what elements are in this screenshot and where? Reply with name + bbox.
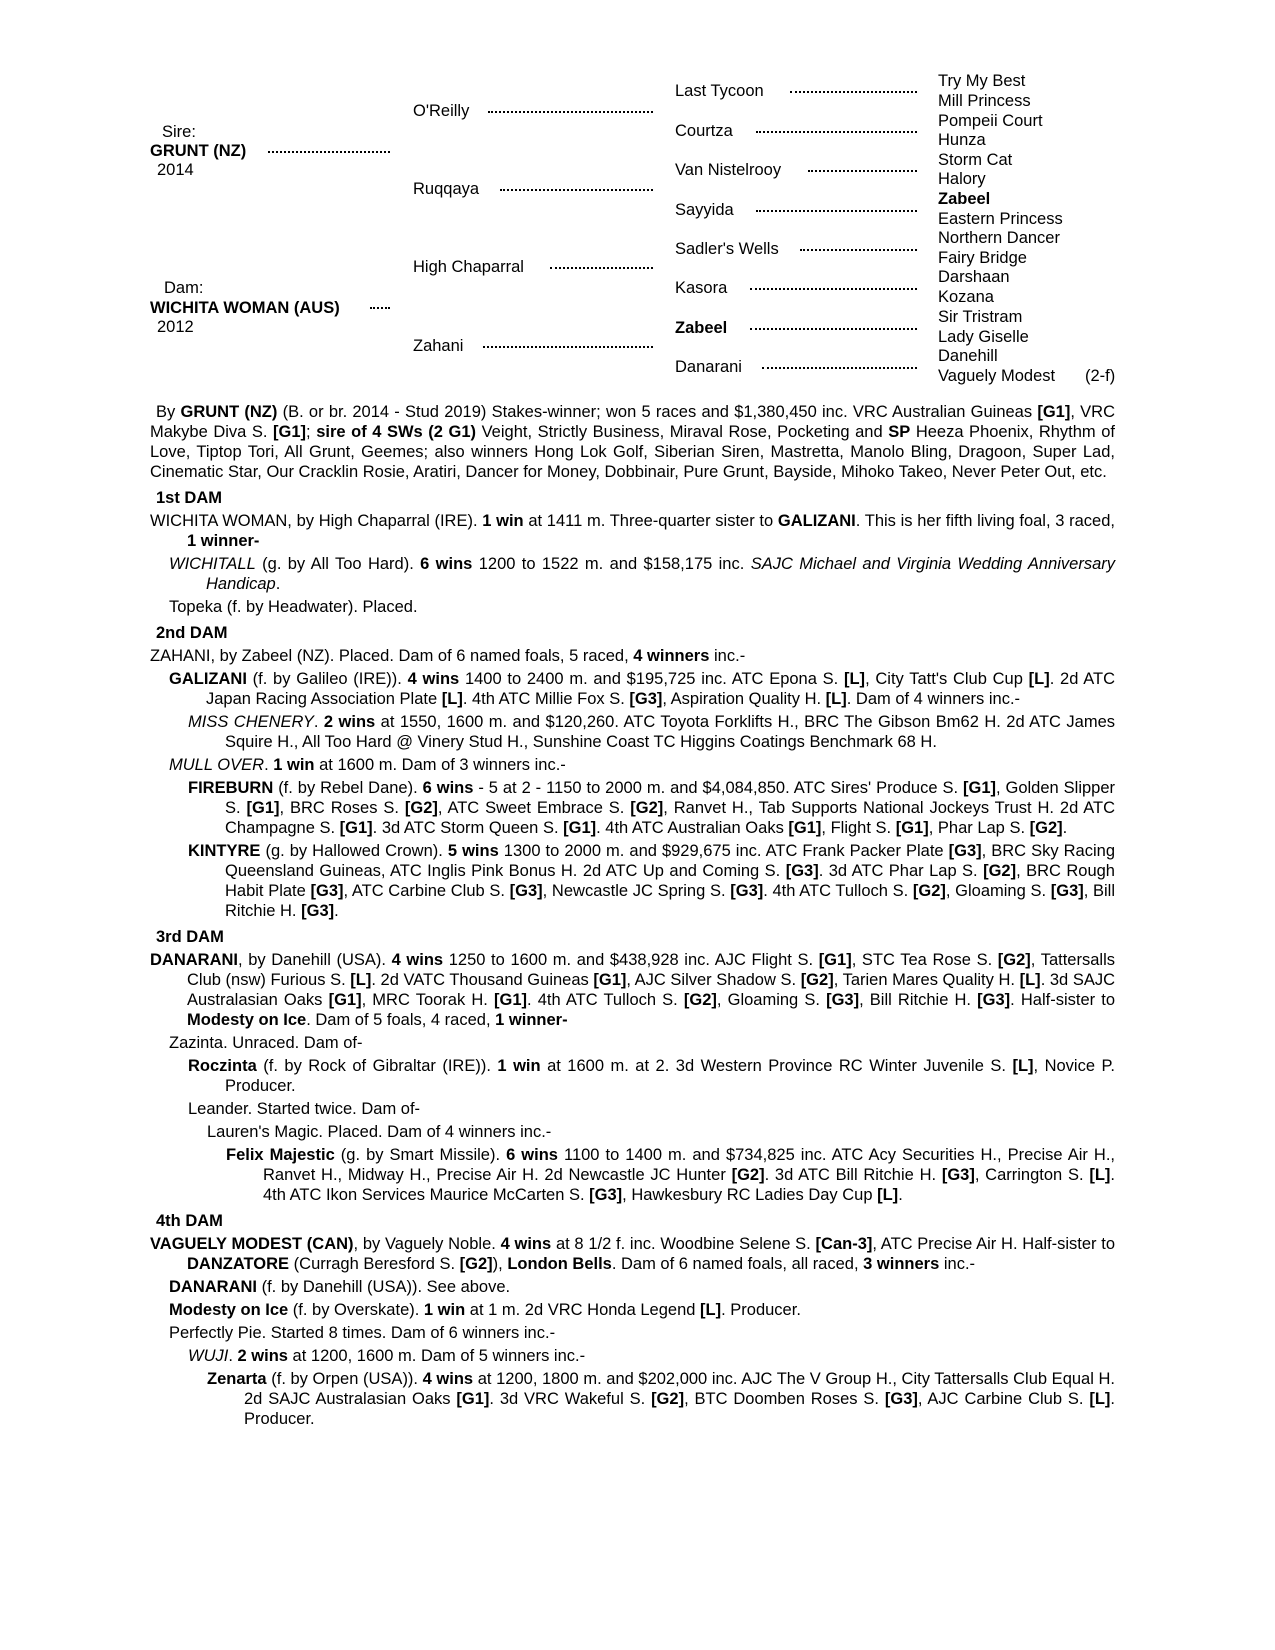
dam-entry: ZAHANI, by Zabeel (NZ). Placed. Dam of 6 named foals, 5 raced, 4 winners inc.-: [150, 647, 746, 665]
dam-year: 2012: [157, 318, 194, 336]
section-heading: 2nd DAM: [156, 624, 228, 642]
progeny-entry: Leander. Started twice. Dam of-: [188, 1100, 421, 1118]
section-heading: 1st DAM: [156, 489, 223, 507]
dotted-leader: [550, 267, 653, 269]
pedigree-gen4-name: Danehill: [938, 347, 998, 365]
pedigree-gen4-name: Northern Dancer: [938, 229, 1060, 247]
progeny-entry: Perfectly Pie. Started 8 times. Dam of 6 winners inc.-: [169, 1324, 556, 1342]
pedigree-gen3-name: Sayyida: [675, 201, 734, 219]
progeny-entry: Zenarta (f. by Orpen (USA)). 4 wins at 1200, 1800 m. and $202,000 inc. AJC The V Group H., City Tattersalls Club Equal H. 2d SAJC Australasian Oaks [G1]. 3d VRC Wakeful S. [G2], BTC Doomben Roses S. [G3], AJC Carbine Club S. [L]. Producer.: [207, 1370, 1116, 1428]
dotted-leader: [756, 210, 917, 212]
dotted-leader: [808, 170, 917, 172]
pedigree-gen4-name: Halory: [938, 170, 986, 188]
progeny-entry: Lauren's Magic. Placed. Dam of 4 winners inc.-: [207, 1123, 552, 1141]
pedigree-gen2-name: O'Reilly: [413, 102, 470, 120]
progeny-entry: Zazinta. Unraced. Dam of-: [169, 1034, 363, 1052]
pedigree-gen4-name: Vaguely Modest: [938, 367, 1056, 385]
dotted-leader: [762, 367, 917, 369]
progeny-entry: WUJI. 2 wins at 1200, 1600 m. Dam of 5 winners inc.-: [188, 1347, 586, 1365]
pedigree-gen4-name: Sir Tristram: [938, 308, 1023, 326]
pedigree-gen3-name: Danarani: [675, 358, 742, 376]
sire-name-inline: GRUNT (NZ): [180, 403, 278, 421]
dam-name: WICHITA WOMAN (AUS): [150, 299, 340, 317]
pedigree-gen2-name: Zahani: [413, 337, 464, 355]
pedigree-gen3-name: Kasora: [675, 279, 728, 297]
progeny-entry: MISS CHENERY. 2 wins at 1550, 1600 m. and $120,260. ATC Toyota Forklifts H., BRC The Gibson Bm62 H. 2d ATC James Squire H., All Too Hard @ Vinery Stud H., Sunshine Coast TC Higgins Coatings Benchmark 68 H.: [188, 713, 1115, 751]
pedigree-gen3-name: Last Tycoon: [675, 82, 764, 100]
dotted-leader: [790, 91, 917, 93]
progeny-entry: KINTYRE (g. by Hallowed Crown). 5 wins 1300 to 2000 m. and $929,675 inc. ATC Frank Packer Plate [G3], BRC Sky Racing Queensland Guineas, ATC Inglis Pink Bonus H. 2d ATC Up and Coming S. [G3]. 3d ATC Phar Lap S. [G2], BRC Rough Habit Plate [G3], ATC Carbine Club S. [G3], Newcastle JC Spring S. [G3]. 4th ATC Tulloch S. [G2], Gloaming S. [G3], Bill Ritchie H. [G3].: [188, 842, 1116, 920]
pedigree-gen3-name: Zabeel: [675, 319, 728, 337]
progeny-entry: DANARANI (f. by Danehill (USA)). See above.: [169, 1278, 511, 1296]
pedigree-gen3-name: Sadler's Wells: [675, 240, 779, 258]
pedigree-gen3-name: Courtza: [675, 122, 733, 140]
progeny-entry: Felix Majestic (g. by Smart Missile). 6 wins 1100 to 1400 m. and $734,825 inc. ATC Acy Securities H., Precise Air H., Ranvet H., Midway H., Precise Air H. 2d Newcastle JC Hunter [G2]. 3d ATC Bill Ritchie H. [G3], Carrington S. [L]. 4th ATC Ikon Services Maurice McCarten S. [G3], Hawkesbury RC Ladies Day Cup [L].: [226, 1146, 1115, 1204]
pedigree-gen4-name: Zabeel: [938, 190, 991, 208]
sire-summary: By GRUNT (NZ) (B. or br. 2014 - Stud 2019) Stakes-winner; won 5 races and $1,380,450 inc. VRC Australian Guineas [G1], VRC Makybe Diva S. [G1]; sire of 4 SWs (2 G1) Veight, Strictly Business, Miraval Rose, Pocketing and SP Heeza Phoenix, Rhythm of Love, Tiptop Tori, All Grunt, Geemes; also winners Hong Lok Golf, Siberian Siren, Mastretta, Manolo Bling, Dragoon, Super Lad, Cinematic Star, Our Cracklin Rosie, Aratiri, Dancer for Money, Dobbinair, Pure Grunt, Bayside, Mihoko Takeo, Never Peter Out, etc.: [150, 403, 1115, 481]
dotted-leader: [483, 346, 653, 348]
sire-name: GRUNT (NZ): [150, 142, 247, 160]
catalogue-text: [150, 402, 1115, 1429]
dam-entry: WICHITA WOMAN, by High Chaparral (IRE). 1 win at 1411 m. Three-quarter sister to GALIZANI. This is her fifth living foal, 3 raced, 1 winner-: [150, 512, 1115, 550]
pedigree-gen4-name: Darshaan: [938, 268, 1010, 286]
dam-entry: DANARANI, by Danehill (USA). 4 wins 1250 to 1600 m. and $438,928 inc. AJC Flight S. [G1], STC Tea Rose S. [G2], Tattersalls Club (nsw) Furious S. [L]. 2d VATC Thousand Guineas [G1], AJC Silver Shadow S. [G2], Tarien Mares Quality H. [L]. 3d SAJC Australasian Oaks [G1], MRC Toorak H. [G1]. 4th ATC Tulloch S. [G2], Gloaming S. [G3], Bill Ritchie H. [G3]. Half-sister to Modesty on Ice. Dam of 5 foals, 4 raced, 1 winner-: [150, 951, 1115, 1029]
pedigree-gen4-name: Try My Best: [938, 72, 1026, 90]
pedigree-gen2-name: Ruqqaya: [413, 180, 480, 198]
sire-label: Sire:: [162, 123, 196, 141]
dotted-leader: [500, 189, 653, 191]
progeny-entry: GALIZANI (f. by Galileo (IRE)). 4 wins 1400 to 2400 m. and $195,725 inc. ATC Epona S. [L], City Tatt's Club Cup [L]. 2d ATC Japan Racing Association Plate [L]. 4th ATC Millie Fox S. [G3], Aspiration Quality H. [L]. Dam of 4 winners inc.-: [169, 670, 1115, 708]
pedigree-gen4-name: Storm Cat: [938, 151, 1013, 169]
progeny-entry: Modesty on Ice (f. by Overskate). 1 win at 1 m. 2d VRC Honda Legend [L]. Producer.: [169, 1301, 801, 1319]
dotted-leader: [800, 249, 917, 251]
dotted-leader: [750, 288, 917, 290]
pedigree-gen4-name: Fairy Bridge: [938, 249, 1027, 267]
pedigree-gen4-name: Mill Princess: [938, 92, 1031, 110]
pedigree-gen3-name: Van Nistelrooy: [675, 161, 782, 179]
dotted-leader: [370, 307, 390, 309]
section-heading: 4th DAM: [156, 1212, 223, 1230]
progeny-entry: WICHITALL (g. by All Too Hard). 6 wins 1200 to 1522 m. and $158,175 inc. SAJC Michael and Virginia Wedding Anniversary Handicap.: [169, 555, 1116, 593]
pedigree-gen4-name: Pompeii Court: [938, 112, 1043, 130]
pedigree-gen2-name: High Chaparral: [413, 258, 524, 276]
pedigree-gen4-name: Eastern Princess: [938, 210, 1063, 228]
dam-label: Dam:: [164, 279, 204, 297]
dotted-leader: [756, 131, 917, 133]
dotted-leader: [268, 151, 390, 153]
pedigree-gen4-name: Kozana: [938, 288, 994, 306]
section-heading: 3rd DAM: [156, 928, 224, 946]
progeny-entry: Topeka (f. by Headwater). Placed.: [169, 598, 418, 616]
progeny-entry: Roczinta (f. by Rock of Gibraltar (IRE)). 1 win at 1600 m. at 2. 3d Western Province RC Winter Juvenile S. [L], Novice P. Producer.: [188, 1057, 1115, 1095]
sire-year: 2014: [157, 161, 194, 179]
pedigree-gen4-name: Hunza: [938, 131, 986, 149]
progeny-entry: MULL OVER. 1 win at 1600 m. Dam of 3 winners inc.-: [169, 756, 566, 774]
dotted-leader: [488, 111, 653, 113]
dotted-leader: [750, 328, 917, 330]
pedigree-gen4-name: Lady Giselle: [938, 328, 1029, 346]
inbreeding-note: (2-f): [1085, 367, 1116, 385]
progeny-entry: FIREBURN (f. by Rebel Dane). 6 wins - 5 at 2 - 1150 to 2000 m. and $4,084,850. ATC Sires' Produce S. [G1], Golden Slipper S. [G1], BRC Roses S. [G2], ATC Sweet Embrace S. [G2], Ranvet H., Tab Supports National Jockeys Trust H. 2d ATC Champagne S. [G1]. 3d ATC Storm Queen S. [G1]. 4th ATC Australian Oaks [G1], Flight S. [G1], Phar Lap S. [G2].: [188, 779, 1116, 837]
dam-entry: VAGUELY MODEST (CAN), by Vaguely Noble. 4 wins at 8 1/2 f. inc. Woodbine Selene S. [Can-3], ATC Precise Air H. Half-sister to DANZATORE (Curragh Beresford S. [G2]), London Bells. Dam of 6 named foals, all raced, 3 winners inc.-: [150, 1235, 1116, 1273]
